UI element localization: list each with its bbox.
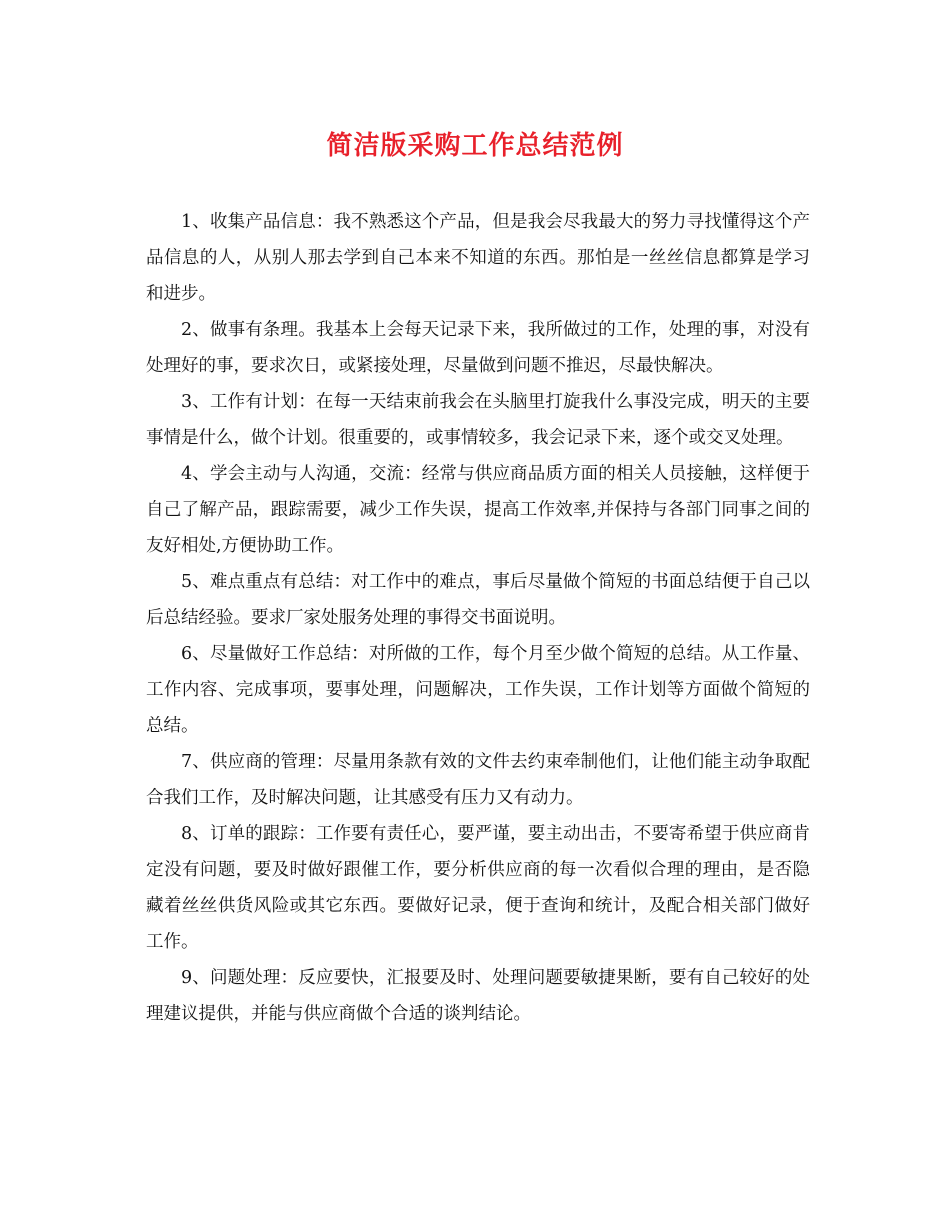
paragraph-9: 9、问题处理：反应要快，汇报要及时、处理问题要敏捷果断，要有自己较好的处理建议提供，并能与供应商做个合适的谈判结论。 (146, 968, 810, 1024)
paragraph-8: 8、订单的跟踪：工作要有责任心，要严谨，要主动出击，不要寄希望于供应商肯定没有问题，要及时做好跟催工作，要分析供应商的每一次看似合理的理由，是否隐藏着丝丝供货风险或其它东西。要做好记录，便于查询和统计，及配合相关部门做好工作。 (146, 824, 810, 952)
document-body (146, 204, 810, 1032)
paragraph-2: 2、做事有条理。我基本上会每天记录下来，我所做过的工作，处理的事，对没有处理好的事，要求次日，或紧接处理，尽量做到问题不推迟，尽最快解决。 (146, 320, 810, 376)
paragraph-6: 6、尽量做好工作总结：对所做的工作，每个月至少做个简短的总结。从工作量、工作内容、完成事项，要事处理，问题解决，工作失误，工作计划等方面做个简短的总结。 (146, 644, 810, 736)
paragraph-1: 1、收集产品信息：我不熟悉这个产品，但是我会尽我最大的努力寻找懂得这个产品信息的人，从别人那去学到自己本来不知道的东西。那怕是一丝丝信息都算是学习和进步。 (146, 212, 810, 304)
paragraph-5: 5、难点重点有总结：对工作中的难点，事后尽量做个简短的书面总结便于自己以后总结经验。要求厂家处服务处理的事得交书面说明。 (146, 572, 810, 628)
paragraph-4: 4、学会主动与人沟通，交流：经常与供应商品质方面的相关人员接触，这样便于自己了解产品，跟踪需要，减少工作失误，提高工作效率,并保持与各部门同事之间的友好相处,方便协助工作。 (146, 464, 810, 556)
paragraph-3: 3、工作有计划：在每一天结束前我会在头脑里打旋我什么事没完成，明天的主要事情是什么，做个计划。很重要的，或事情较多，我会记录下来，逐个或交叉处理。 (146, 392, 810, 448)
paragraph-7: 7、供应商的管理：尽量用条款有效的文件去约束牵制他们，让他们能主动争取配合我们工作，及时解决问题，让其感受有压力又有动力。 (146, 752, 810, 808)
document-title: 简洁版采购工作总结范例 (326, 131, 624, 161)
